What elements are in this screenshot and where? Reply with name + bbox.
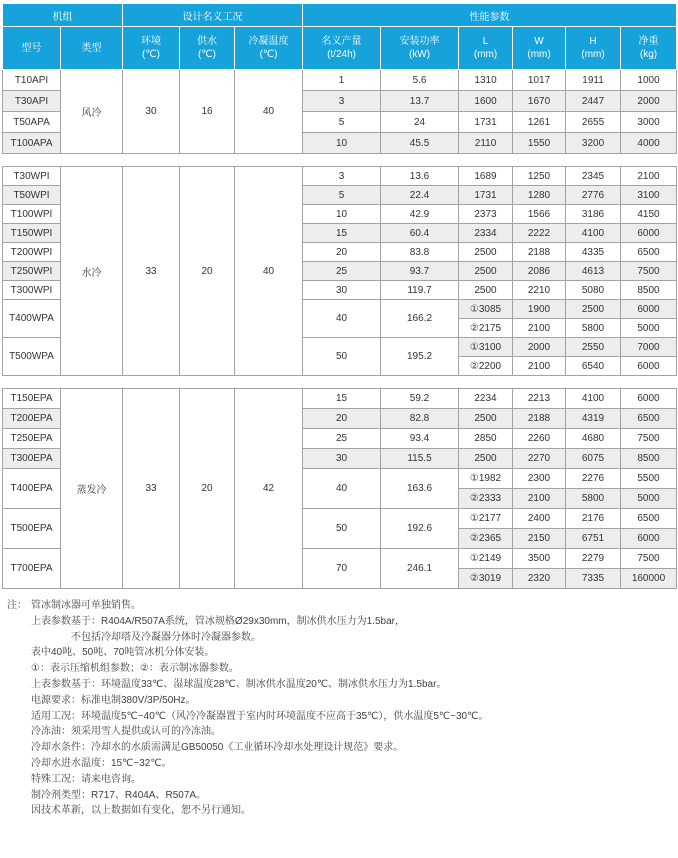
cell-L: 2850	[459, 429, 513, 449]
cell-power: 13.7	[381, 91, 459, 112]
cell-power: 93.7	[381, 262, 459, 281]
cell-L: ②2200	[459, 357, 513, 376]
cell-model: T100APA	[3, 133, 61, 154]
cell-supply-water-temp: 16	[180, 70, 235, 154]
cell-model: T500EPA	[3, 509, 61, 549]
cell-L: ②3019	[459, 569, 513, 589]
section-water-cooled-body	[3, 167, 677, 376]
table-row	[3, 70, 677, 91]
cell-model: T300EPA	[3, 449, 61, 469]
cell-power: 115.5	[381, 449, 459, 469]
cell-L: ①2177	[459, 509, 513, 529]
column-group-1: 机组	[3, 4, 123, 27]
cell-L: 1689	[459, 167, 513, 186]
cell-capacity: 70	[303, 549, 381, 589]
cell-H: 2776	[566, 186, 621, 205]
cell-L: 2500	[459, 243, 513, 262]
note-line: 上表参数基于：环境温度33℃、湿球温度28℃、制冰供水温度20℃、制冰供水压力为1.5bar。	[31, 678, 447, 690]
cell-net-weight: 7000	[621, 338, 677, 357]
cell-W: 2086	[513, 262, 566, 281]
cell-H: 4319	[566, 409, 621, 429]
cell-W: 2188	[513, 243, 566, 262]
cell-cooling-type: 水冷	[61, 167, 123, 376]
cell-power: 42.9	[381, 205, 459, 224]
cell-condensing-temp: 40	[235, 70, 303, 154]
cell-W: 1261	[513, 112, 566, 133]
cell-H: 2500	[566, 300, 621, 319]
cell-capacity: 15	[303, 389, 381, 409]
cell-power: 83.8	[381, 243, 459, 262]
column-header-W: W (mm)	[513, 27, 566, 70]
cell-capacity: 15	[303, 224, 381, 243]
cell-W: 1550	[513, 133, 566, 154]
column-header-L: L (mm)	[459, 27, 513, 70]
cell-H: 6075	[566, 449, 621, 469]
note-line: 冷却水进水温度：15℃~32℃。	[31, 757, 172, 769]
cell-L: 2373	[459, 205, 513, 224]
table-row	[3, 389, 677, 409]
cell-cooling-type: 风冷	[61, 70, 123, 154]
cell-H: 6540	[566, 357, 621, 376]
cell-power: 163.6	[381, 469, 459, 509]
cell-power: 195.2	[381, 338, 459, 376]
cell-net-weight: 3100	[621, 186, 677, 205]
cell-model: T300WPI	[3, 281, 61, 300]
cell-L: ②2333	[459, 489, 513, 509]
cell-L: ②2365	[459, 529, 513, 549]
cell-model: T100WPI	[3, 205, 61, 224]
cell-W: 2320	[513, 569, 566, 589]
cell-net-weight: 7500	[621, 429, 677, 449]
column-header-net-weight: 净重 (kg)	[621, 27, 677, 70]
cell-model: T200WPI	[3, 243, 61, 262]
cell-power: 13.6	[381, 167, 459, 186]
section-gap	[2, 154, 676, 166]
cell-L: 1731	[459, 186, 513, 205]
column-header-H: H (mm)	[566, 27, 621, 70]
cell-model: T50WPI	[3, 186, 61, 205]
cell-capacity: 30	[303, 449, 381, 469]
cell-capacity: 5	[303, 186, 381, 205]
cell-net-weight: 6500	[621, 409, 677, 429]
note-line: 不包括冷却塔及冷凝器分体时冷凝器参数。	[71, 631, 261, 643]
cell-power: 60.4	[381, 224, 459, 243]
cell-H: 2276	[566, 469, 621, 489]
cell-H: 3186	[566, 205, 621, 224]
cell-model: T150EPA	[3, 389, 61, 409]
cell-H: 3200	[566, 133, 621, 154]
spec-table-air-cooled	[2, 3, 677, 154]
note-line: ①：表示压缩机组参数；②：表示制冰器参数。	[31, 663, 239, 675]
cell-W: 2222	[513, 224, 566, 243]
column-header-type: 类型	[61, 27, 123, 70]
cell-ambient-temp: 33	[123, 389, 180, 589]
cell-power: 192.6	[381, 509, 459, 549]
cell-power: 5.6	[381, 70, 459, 91]
cell-capacity: 25	[303, 429, 381, 449]
note-line: 电源要求：标准电制380V/3P/50Hz。	[31, 694, 196, 706]
cell-model: T150WPI	[3, 224, 61, 243]
cell-net-weight: 4000	[621, 133, 677, 154]
column-header-capacity: 名义产量 (t/24h)	[303, 27, 381, 70]
column-header-supply: 供水 (℃)	[180, 27, 235, 70]
cell-H: 2345	[566, 167, 621, 186]
spec-table-water-cooled	[2, 166, 677, 376]
cell-net-weight: 7500	[621, 262, 677, 281]
cell-W: 1017	[513, 70, 566, 91]
cell-model: T400WPA	[3, 300, 61, 338]
cell-net-weight: 6000	[621, 300, 677, 319]
column-header-condensing: 冷凝温度 (℃)	[235, 27, 303, 70]
cell-L: 2500	[459, 281, 513, 300]
cell-H: 5800	[566, 489, 621, 509]
cell-H: 2655	[566, 112, 621, 133]
cell-L: 1600	[459, 91, 513, 112]
cell-capacity: 20	[303, 409, 381, 429]
cell-net-weight: 5000	[621, 319, 677, 338]
cell-model: T500WPA	[3, 338, 61, 376]
cell-L: 2234	[459, 389, 513, 409]
cell-L: 2334	[459, 224, 513, 243]
header-columns-row	[3, 27, 677, 70]
cell-H: 2550	[566, 338, 621, 357]
cell-capacity: 25	[303, 262, 381, 281]
spec-table-evaporative-cooled	[2, 388, 677, 589]
cell-model: T200EPA	[3, 409, 61, 429]
cell-power: 45.5	[381, 133, 459, 154]
cell-H: 4100	[566, 389, 621, 409]
cell-capacity: 20	[303, 243, 381, 262]
note-line: 管冰制冰器可单独销售。	[31, 600, 141, 611]
note-line: 特殊工况：请来电咨询。	[31, 773, 141, 785]
cell-H: 5080	[566, 281, 621, 300]
cell-W: 1250	[513, 167, 566, 186]
cell-model: T30WPI	[3, 167, 61, 186]
section-evaporative-body	[3, 389, 677, 589]
cell-cooling-type: 蒸发冷	[61, 389, 123, 589]
cell-capacity: 50	[303, 509, 381, 549]
cell-W: 2260	[513, 429, 566, 449]
cell-W: 2210	[513, 281, 566, 300]
cell-L: ①3085	[459, 300, 513, 319]
cell-capacity: 3	[303, 91, 381, 112]
cell-model: T30API	[3, 91, 61, 112]
cell-power: 59.2	[381, 389, 459, 409]
cell-net-weight: 8500	[621, 449, 677, 469]
cell-W: 2400	[513, 509, 566, 529]
cell-power: 82.8	[381, 409, 459, 429]
cell-capacity: 5	[303, 112, 381, 133]
cell-capacity: 3	[303, 167, 381, 186]
cell-L: 2110	[459, 133, 513, 154]
cell-W: 1280	[513, 186, 566, 205]
cell-W: 3500	[513, 549, 566, 569]
cell-W: 2100	[513, 357, 566, 376]
header-group-row	[3, 4, 677, 27]
cell-net-weight: 5500	[621, 469, 677, 489]
cell-capacity: 40	[303, 469, 381, 509]
cell-power: 166.2	[381, 300, 459, 338]
cell-W: 2150	[513, 529, 566, 549]
cell-model: T700EPA	[3, 549, 61, 589]
cell-power: 246.1	[381, 549, 459, 589]
notes-lines	[31, 598, 488, 819]
cell-capacity: 40	[303, 300, 381, 338]
column-group-2: 设计名义工况	[123, 4, 303, 27]
cell-L: 2500	[459, 409, 513, 429]
cell-L: ①2149	[459, 549, 513, 569]
cell-net-weight: 6500	[621, 509, 677, 529]
cell-net-weight: 6000	[621, 389, 677, 409]
cell-H: 4613	[566, 262, 621, 281]
cell-capacity: 10	[303, 133, 381, 154]
cell-net-weight: 3000	[621, 112, 677, 133]
note-line: 制冷剂类型：R717、R404A、R507A。	[31, 789, 207, 801]
cell-W: 2100	[513, 319, 566, 338]
table-header	[3, 4, 677, 70]
cell-H: 2447	[566, 91, 621, 112]
cell-H: 5800	[566, 319, 621, 338]
note-line: 上表参数基于：R404A/R507A系统，管冰规格Ø29x30mm，制冰供水压力为1.5bar，	[31, 615, 405, 627]
cell-ambient-temp: 30	[123, 70, 180, 154]
cell-H: 2176	[566, 509, 621, 529]
cell-W: 2270	[513, 449, 566, 469]
cell-power: 119.7	[381, 281, 459, 300]
column-header-model: 型号	[3, 27, 61, 70]
cell-H: 7335	[566, 569, 621, 589]
note-line: 因技术革新，以上数据如有变化，恕不另行通知。	[31, 805, 251, 817]
cell-L: ①3100	[459, 338, 513, 357]
column-header-power: 安装功率 (kW)	[381, 27, 459, 70]
cell-W: 2213	[513, 389, 566, 409]
cell-H: 4680	[566, 429, 621, 449]
cell-power: 22.4	[381, 186, 459, 205]
cell-W: 1670	[513, 91, 566, 112]
column-group-3: 性能参数	[303, 4, 677, 27]
cell-W: 2000	[513, 338, 566, 357]
cell-L: 2500	[459, 262, 513, 281]
section-gap	[2, 376, 676, 388]
cell-H: 2279	[566, 549, 621, 569]
cell-model: T400EPA	[3, 469, 61, 509]
cell-net-weight: 5000	[621, 489, 677, 509]
cell-power: 24	[381, 112, 459, 133]
cell-net-weight: 8500	[621, 281, 677, 300]
cell-H: 6751	[566, 529, 621, 549]
cell-L: ②2175	[459, 319, 513, 338]
cell-L: ①1982	[459, 469, 513, 489]
cell-supply-water-temp: 20	[180, 167, 235, 376]
cell-L: 1731	[459, 112, 513, 133]
cell-W: 1566	[513, 205, 566, 224]
cell-net-weight: 6000	[621, 224, 677, 243]
cell-model: T50APA	[3, 112, 61, 133]
cell-power: 93.4	[381, 429, 459, 449]
cell-W: 2188	[513, 409, 566, 429]
cell-net-weight: 2000	[621, 91, 677, 112]
column-header-ambient: 环境 (℃)	[123, 27, 180, 70]
cell-supply-water-temp: 20	[180, 389, 235, 589]
cell-H: 4335	[566, 243, 621, 262]
cell-W: 1900	[513, 300, 566, 319]
cell-net-weight: 4150	[621, 205, 677, 224]
cell-W: 2100	[513, 489, 566, 509]
cell-model: T10API	[3, 70, 61, 91]
cell-H: 1911	[566, 70, 621, 91]
note-line: 冷冻油：须采用雪人提供或认可的冷冻油。	[31, 726, 221, 738]
cell-net-weight: 6000	[621, 357, 677, 376]
table-row	[3, 167, 677, 186]
cell-W: 2300	[513, 469, 566, 489]
cell-net-weight: 1000	[621, 70, 677, 91]
cell-capacity: 50	[303, 338, 381, 376]
cell-net-weight: 2100	[621, 167, 677, 186]
cell-capacity: 1	[303, 70, 381, 91]
cell-condensing-temp: 42	[235, 389, 303, 589]
cell-net-weight: 160000	[621, 569, 677, 589]
cell-L: 1310	[459, 70, 513, 91]
cell-model: T250EPA	[3, 429, 61, 449]
notes-section	[2, 598, 676, 819]
cell-capacity: 30	[303, 281, 381, 300]
cell-L: 2500	[459, 449, 513, 469]
cell-net-weight: 6500	[621, 243, 677, 262]
cell-model: T250WPI	[3, 262, 61, 281]
cell-net-weight: 7500	[621, 549, 677, 569]
cell-capacity: 10	[303, 205, 381, 224]
note-line: 表中40吨、50吨、70吨管冰机分体安装。	[31, 647, 215, 659]
note-line: 冷却水条件：冷却水的水质需满足GB50050《工业循环冷却水处理设计规范》要求。	[31, 742, 404, 754]
section-air-cooled-body	[3, 70, 677, 154]
notes-label: 注：	[7, 600, 27, 611]
cell-ambient-temp: 33	[123, 167, 180, 376]
cell-H: 4100	[566, 224, 621, 243]
cell-condensing-temp: 40	[235, 167, 303, 376]
cell-net-weight: 6000	[621, 529, 677, 549]
note-line: 适用工况：环境温度5℃~40℃（风冷冷凝器置于室内时环境温度不应高于35℃），供水温度5℃~30℃。	[31, 710, 489, 722]
